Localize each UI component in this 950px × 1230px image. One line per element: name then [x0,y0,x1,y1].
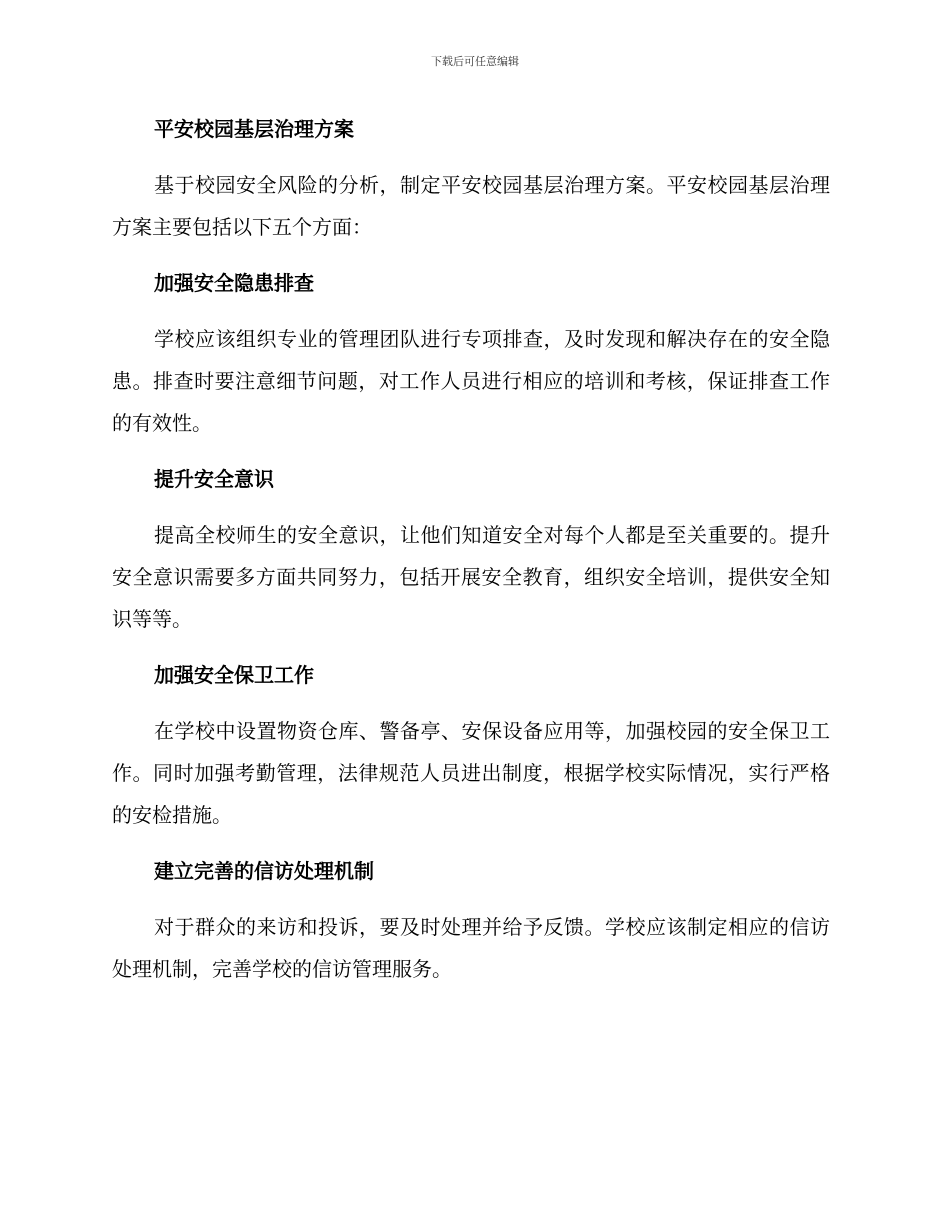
section-heading-safety-awareness: 提升安全意识 [154,467,274,491]
section-heading-hazard-inspection: 加强安全隐患排查 [154,271,314,295]
section-body-security-work: 在学校中设置物资仓库、警备亭、安保设备应用等，加强校园的安全保卫工作。同时加强考勤管理，法律规范人员进出制度，根据学校实际情况，实行严格的安检措施。 [112,719,830,827]
section-body-hazard-inspection: 学校应该组织专业的管理团队进行专项排查，及时发现和解决存在的安全隐患。排查时要注意细节问题，对工作人员进行相应的培训和考核，保证排查工作的有效性。 [112,327,830,435]
document-title: 平安校园基层治理方案 [154,117,354,141]
document-body [112,108,830,1018]
intro-paragraph: 基于校园安全风险的分析，制定平安校园基层治理方案。平安校园基层治理方案主要包括以下五个方面： [112,173,830,239]
section-body-petition-mechanism: 对于群众的来访和投诉，要及时处理并给予反馈。学校应该制定相应的信访处理机制，完善学校的信访管理服务。 [112,915,830,981]
section-heading-petition-mechanism: 建立完善的信访处理机制 [154,859,374,883]
section-heading-security-work: 加强安全保卫工作 [154,663,314,687]
page-header: 下载后可任意编辑 [431,55,519,68]
section-body-safety-awareness: 提高全校师生的安全意识，让他们知道安全对每个人都是至关重要的。提升安全意识需要多方面共同努力，包括开展安全教育，组织安全培训，提供安全知识等等。 [112,523,830,631]
